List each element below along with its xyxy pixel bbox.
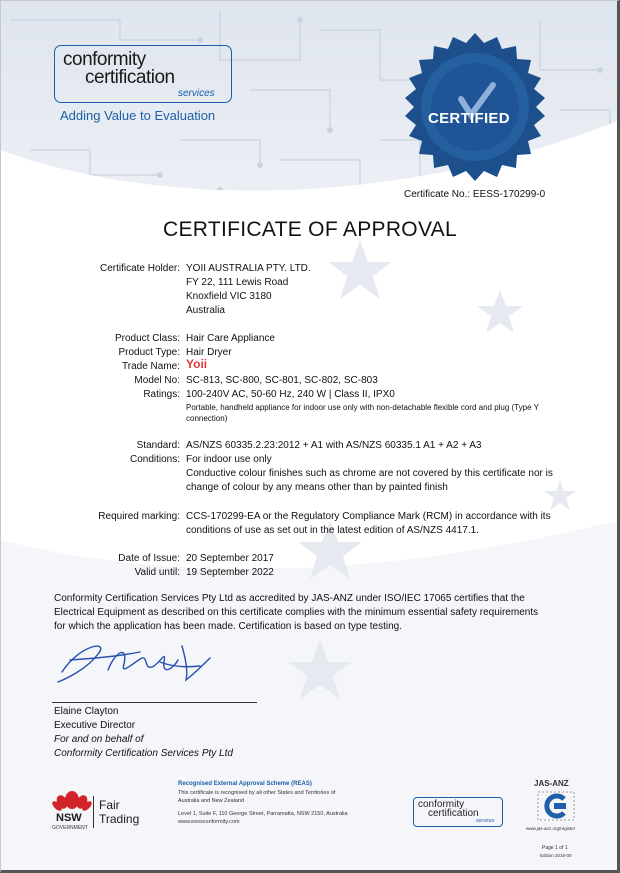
jas-anz-label: JAS-ANZ <box>534 779 569 788</box>
statement-line2: Electrical Equipment as described on this certificate complies with the minimum essential safety requirements <box>54 607 539 618</box>
holder-country: Australia <box>186 305 225 316</box>
conditions-label: Conditions: <box>129 454 180 465</box>
required-marking-label: Required marking: <box>98 511 180 522</box>
valid-until-label: Valid until: <box>134 567 180 578</box>
product-type-value: Hair Dryer <box>186 347 232 358</box>
document-title: CERTIFICATE OF APPROVAL <box>163 218 457 241</box>
ratings-label: Ratings: <box>143 389 180 400</box>
jas-anz-logo-icon <box>536 790 576 822</box>
signatory-role: Executive Director <box>54 720 136 731</box>
condition-1: For indoor use only <box>186 454 272 465</box>
valid-until-value: 19 September 2022 <box>186 567 274 578</box>
holder-address-line1: FY 22, 111 Lewis Road <box>186 277 289 288</box>
product-class-label: Product Class: <box>114 333 180 344</box>
product-class-value: Hair Care Appliance <box>186 333 275 344</box>
trade-name-label: Trade Name: <box>122 361 180 372</box>
page-number: Page 1 of 1 <box>542 845 568 851</box>
product-type-label: Product Type: <box>118 347 180 358</box>
fair-trading-line2: Trading <box>99 812 140 826</box>
fair-trading-line1: Fair <box>99 798 120 812</box>
holder-name: YOII AUSTRALIA PTY. LTD. <box>186 263 311 274</box>
nsw-divider <box>93 796 94 828</box>
company-logo <box>54 45 232 103</box>
footer-company-logo <box>413 797 503 827</box>
date-of-issue-value: 20 September 2017 <box>186 553 274 564</box>
ratings-note-line1: Portable, handheld appliance for indoor use only with non-detachable flexible cord and plug (Type Y <box>186 403 539 412</box>
nsw-waratah-icon <box>52 784 92 814</box>
holder-label: Certificate Holder: <box>99 263 180 274</box>
reas-title: Recognised External Approval Scheme (REAS) <box>178 781 312 787</box>
handwritten-signature <box>50 632 230 692</box>
standard-label: Standard: <box>136 440 180 451</box>
nsw-government-label: GOVERNMENT <box>52 825 88 831</box>
statement-line1: Conformity Certification Services Pty Ltd as accredited by JAS-ANZ under ISO/IEC 17065 certifies that the <box>54 593 525 604</box>
footer-logo-word-services: services <box>476 818 495 824</box>
model-label: Model No: <box>134 375 180 386</box>
required-marking-line1: CCS-170299-EA or the Regulatory Compliance Mark (RCM) in accordance with its <box>186 511 551 522</box>
signature-line <box>52 702 257 703</box>
footer-logo-word-certification: certification <box>428 808 479 819</box>
ratings-value: 100-240V AC, 50-60 Hz, 240 W | Class II, IPX0 <box>186 389 395 400</box>
standard-value: AS/NZS 60335.2.23:2012 + A1 with AS/NZS 60335.1 A1 + A2 + A3 <box>186 440 482 451</box>
signatory-name: Elaine Clayton <box>54 706 119 717</box>
condition-2-line1: Conductive colour finishes such as chrome are not covered by this certificate nor is <box>186 468 553 479</box>
footer-website[interactable]: www.eessconformity.com <box>178 819 240 825</box>
trade-name-logo: Yoii <box>186 357 208 371</box>
footer-logo-word-conformity: conformity <box>418 799 465 810</box>
logo-word-conformity: conformity <box>63 49 146 70</box>
holder-address-line2: Knoxfield VIC 3180 <box>186 291 272 302</box>
reas-line2: Australia and New Zealand <box>178 798 245 804</box>
ratings-note-line2: connection) <box>186 414 228 423</box>
date-of-issue-label: Date of Issue: <box>118 553 180 564</box>
condition-2-line2: change of colour by any means other than by painted finish <box>186 482 448 493</box>
statement-line3: for which the application has been made. Certification is based on type testing. <box>54 621 402 632</box>
certificate-number: Certificate No.: EESS-170299-0 <box>404 189 546 200</box>
model-value: SC-813, SC-800, SC-801, SC-802, SC-803 <box>186 375 378 386</box>
reas-line1: This certificate is recognised by all other States and Territories of <box>178 790 336 796</box>
on-behalf-line2: Conformity Certification Services Pty Ltd <box>54 748 233 759</box>
edition-number: Edition 2016-00 <box>540 853 572 858</box>
jas-anz-url[interactable]: www.jas-anz.org/register <box>526 826 576 831</box>
footer-address: Level 1, Suite F, 110 George Street, Parramatta, NSW 2150, Australia <box>178 811 348 817</box>
required-marking-line2: conditions of use as set out in the latest edition of AS/NZS 4417.1. <box>186 525 479 536</box>
nsw-label: NSW <box>56 812 82 824</box>
certified-seal <box>400 32 550 182</box>
seal-label: CERTIFIED <box>428 110 510 127</box>
tagline: Adding Value to Evaluation <box>60 108 216 123</box>
on-behalf-line1: For and on behalf of <box>54 734 144 745</box>
logo-word-services: services <box>178 88 215 99</box>
logo-word-certification: certification <box>85 67 175 88</box>
